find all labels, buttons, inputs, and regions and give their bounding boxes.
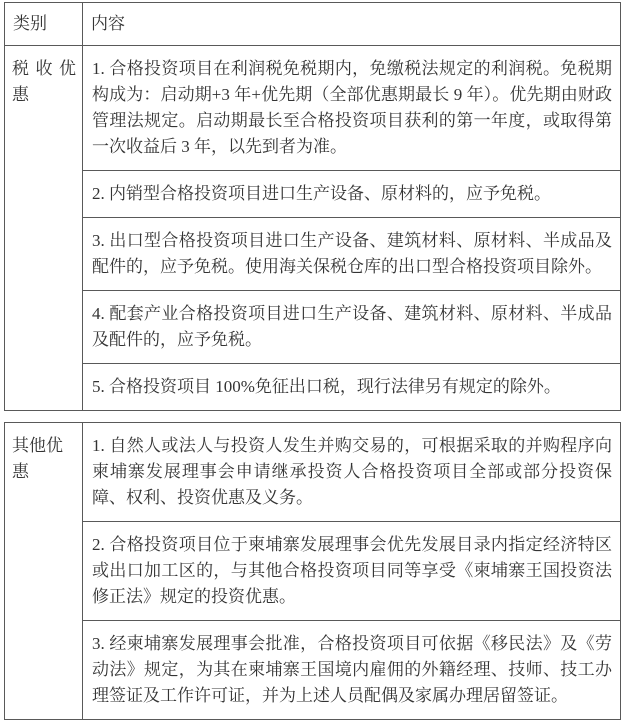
table-row <box>5 46 621 171</box>
content-cell: 5. 合格投资项目 100%免征出口税，现行法律另有规定的除外。 <box>83 364 621 411</box>
table-row <box>5 218 621 291</box>
table-row <box>5 522 621 621</box>
category-cell-other: 其他优惠 <box>5 423 83 720</box>
content-cell: 3. 出口型合格投资项目进口生产设备、建筑材料、原材料、半成品及配件的，应予免税。使用海关保税仓库的出口型合格投资项目除外。 <box>83 218 621 291</box>
table-header-row <box>5 3 621 46</box>
header-cell-content: 内容 <box>83 3 621 46</box>
content-cell: 1. 合格投资项目在利润税免税期内，免缴税法规定的利润税。免税期构成为：启动期+3 年+优先期（全部优惠期最长 9 年）。优先期由财政管理法规定。启动期最长至合格投资项目获利的第一年度，或取得第一次收益后 3 年，以先到者为准。 <box>83 46 621 171</box>
content-cell: 4. 配套产业合格投资项目进口生产设备、建筑材料、原材料、半成品及配件的，应予免税。 <box>83 291 621 364</box>
table-row <box>5 291 621 364</box>
content-cell: 2. 内销型合格投资项目进口生产设备、原材料的，应予免税。 <box>83 171 621 218</box>
content-cell: 3. 经柬埔寨发展理事会批准，合格投资项目可依据《移民法》及《劳动法》规定，为其在柬埔寨王国境内雇佣的外籍经理、技师、技工办理签证及工作许可证，并为上述人员配偶及家属办理居留签证。 <box>83 621 621 720</box>
content-cell: 2. 合格投资项目位于柬埔寨发展理事会优先发展目录内指定经济特区或出口加工区的，与其他合格投资项目同等享受《柬埔寨王国投资法修正法》规定的投资优惠。 <box>83 522 621 621</box>
category-cell-tax: 税收优惠 <box>5 46 83 411</box>
table-row <box>5 171 621 218</box>
table-row <box>5 364 621 411</box>
header-cell-category: 类别 <box>5 3 83 46</box>
content-cell: 1. 自然人或法人与投资人发生并购交易的，可根据采取的并购程序向柬埔寨发展理事会申请继承投资人合格投资项目全部或部分投资保障、权利、投资优惠及义务。 <box>83 423 621 522</box>
other-incentives-table <box>4 422 621 720</box>
table-row <box>5 621 621 720</box>
tax-incentives-table <box>4 2 621 411</box>
table-row <box>5 423 621 522</box>
